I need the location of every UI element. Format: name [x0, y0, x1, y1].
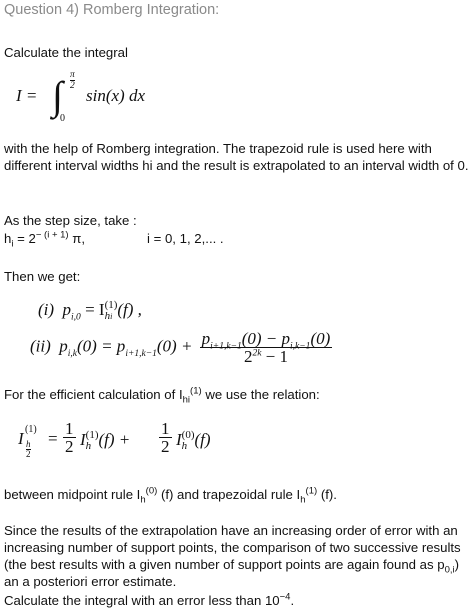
eq-i-eq: = I	[80, 299, 105, 319]
eq-ii-lhs-arg: (0) = p	[77, 336, 126, 356]
eq-i-sub: h	[104, 310, 111, 322]
eq-ii-num-a: p	[201, 329, 211, 348]
step-h-sub: i	[11, 238, 14, 250]
between-sub1: h	[140, 494, 146, 506]
final-instruction	[4, 592, 470, 609]
eq-ii-numerator	[200, 329, 333, 352]
step-index: i = 0, 1, 2,... .	[147, 231, 224, 246]
eq-ii-den-base: 2	[243, 347, 253, 366]
rel-half-2-den: 2	[161, 437, 170, 456]
eq-ii-num-b-sub: i,k−1	[290, 341, 311, 352]
rel-eq: =	[48, 429, 58, 448]
rel-term2-arg: (f)	[194, 429, 211, 449]
rel-half-1-den: 2	[65, 437, 74, 456]
step-eq: = 2	[13, 231, 36, 246]
between-b: (f) and trapezoidal rule I	[157, 487, 301, 502]
rel-lhs-sub-num: h	[26, 439, 31, 449]
then-text: Then we get:	[4, 269, 81, 284]
rel-term1-script	[86, 430, 99, 452]
between-sub2: h	[300, 494, 306, 506]
step-intro-text: As the step size, take :	[4, 213, 137, 228]
integral-upper-limit	[70, 70, 75, 91]
eq-ii-rhs-sub: i+1,k−1	[125, 348, 157, 359]
rel-term1-arg: (f) +	[98, 429, 131, 449]
eq-i-label: (i)	[38, 299, 55, 319]
rel-term1-sup: (1)	[85, 429, 99, 441]
description-text: with the help of Romberg integration. The trapezoid rule is used here with different interval widths hi and the result is extrapolated to an interval width of 0.	[4, 141, 469, 173]
integral-equation	[16, 70, 470, 124]
eq-ii-num-end: (0)	[310, 329, 331, 348]
eq-ii-label: (ii)	[30, 336, 51, 356]
step-pi: π,	[68, 231, 86, 246]
question-title: Question 4) Romberg Integration:	[4, 2, 220, 18]
final-exp: −4	[279, 591, 291, 603]
eq-ii-den-exp: 2k	[252, 348, 262, 359]
rel-term2-sub: h	[181, 440, 188, 452]
between-sup2: (1)	[305, 485, 318, 497]
relation-intro	[4, 385, 470, 406]
rel-lhs: I	[18, 429, 24, 448]
rel-lhs-sub-den: 2	[26, 449, 31, 459]
eq-ii-lhs: p	[59, 336, 68, 356]
rel-half-2-num: 1	[161, 419, 170, 438]
rel-term2	[176, 430, 211, 452]
step-exp: − (i + 1)	[35, 229, 69, 241]
rel-term2-script	[182, 430, 195, 452]
rel-term1-sub: h	[85, 440, 92, 452]
relation-equation	[18, 418, 470, 468]
step-size-line	[4, 229, 470, 250]
eq-ii-num-mid: (0) − p	[241, 329, 291, 348]
integral-upper-den: 2	[70, 81, 75, 91]
equation-ii	[30, 330, 470, 365]
relation-sup: (1)	[190, 385, 202, 397]
integral-lhs: I =	[16, 86, 38, 105]
conclusion-b: ) an a posteriori error estimate.	[4, 557, 460, 589]
integral-lower-limit: 0	[60, 113, 65, 124]
between-sup1: (0)	[145, 485, 158, 497]
final-a: Calculate the integral with an error less than 10	[4, 593, 280, 608]
eq-ii-lhs-sub: i,k	[67, 348, 78, 359]
relation-sub: hi	[182, 394, 191, 406]
conclusion-a: Since the results of the extrapolation have an increasing order of error with an increasing number of support points, the comparison of two successive results (the best results with a given number of support points are again found as p	[4, 523, 461, 572]
integrand: sin(x) dx	[86, 86, 146, 105]
eq-i-rhs: (f) ,	[117, 299, 142, 319]
rel-term1-I: I	[80, 429, 86, 449]
eq-ii-num-a-sub: i+1,k−1	[210, 341, 242, 352]
relation-text-a: For the efficient calculation of I	[4, 387, 183, 402]
rel-half-2	[159, 420, 172, 455]
conclusion-sub: 0,i	[444, 564, 455, 576]
between-a: between midpoint rule I	[4, 487, 141, 502]
final-b: .	[290, 593, 295, 608]
eq-i-script	[105, 300, 118, 322]
relation-text-b: we use the relation:	[201, 387, 320, 402]
eq-ii-den-end: − 1	[261, 347, 288, 366]
conclusion-text	[4, 522, 470, 590]
step-h: h	[4, 231, 12, 246]
eq-i-lhs: p	[62, 299, 72, 319]
eq-ii-denominator	[242, 348, 290, 365]
eq-i-subsub: i	[110, 312, 113, 321]
rel-lhs-sub	[26, 440, 31, 459]
rel-half-1	[63, 420, 76, 455]
rel-term2-sup: (0)	[181, 429, 195, 441]
eq-i-lhs-sub: i,0	[71, 312, 81, 323]
eq-ii-fraction	[200, 330, 333, 365]
rel-term1	[80, 430, 130, 452]
between-text	[4, 485, 470, 506]
rel-term2-I: I	[176, 429, 182, 449]
between-c: (f).	[317, 487, 337, 502]
eq-ii-rhs-arg: (0) +	[156, 336, 193, 356]
rel-half-1-num: 1	[65, 419, 74, 438]
intro-text: Calculate the integral	[4, 45, 128, 60]
equation-i	[38, 300, 470, 322]
integral-sign: ∫	[52, 73, 63, 118]
integral-upper-num: π	[70, 70, 75, 80]
rel-lhs-sup: (1)	[25, 424, 37, 435]
eq-i-sup: (1)	[104, 299, 118, 311]
